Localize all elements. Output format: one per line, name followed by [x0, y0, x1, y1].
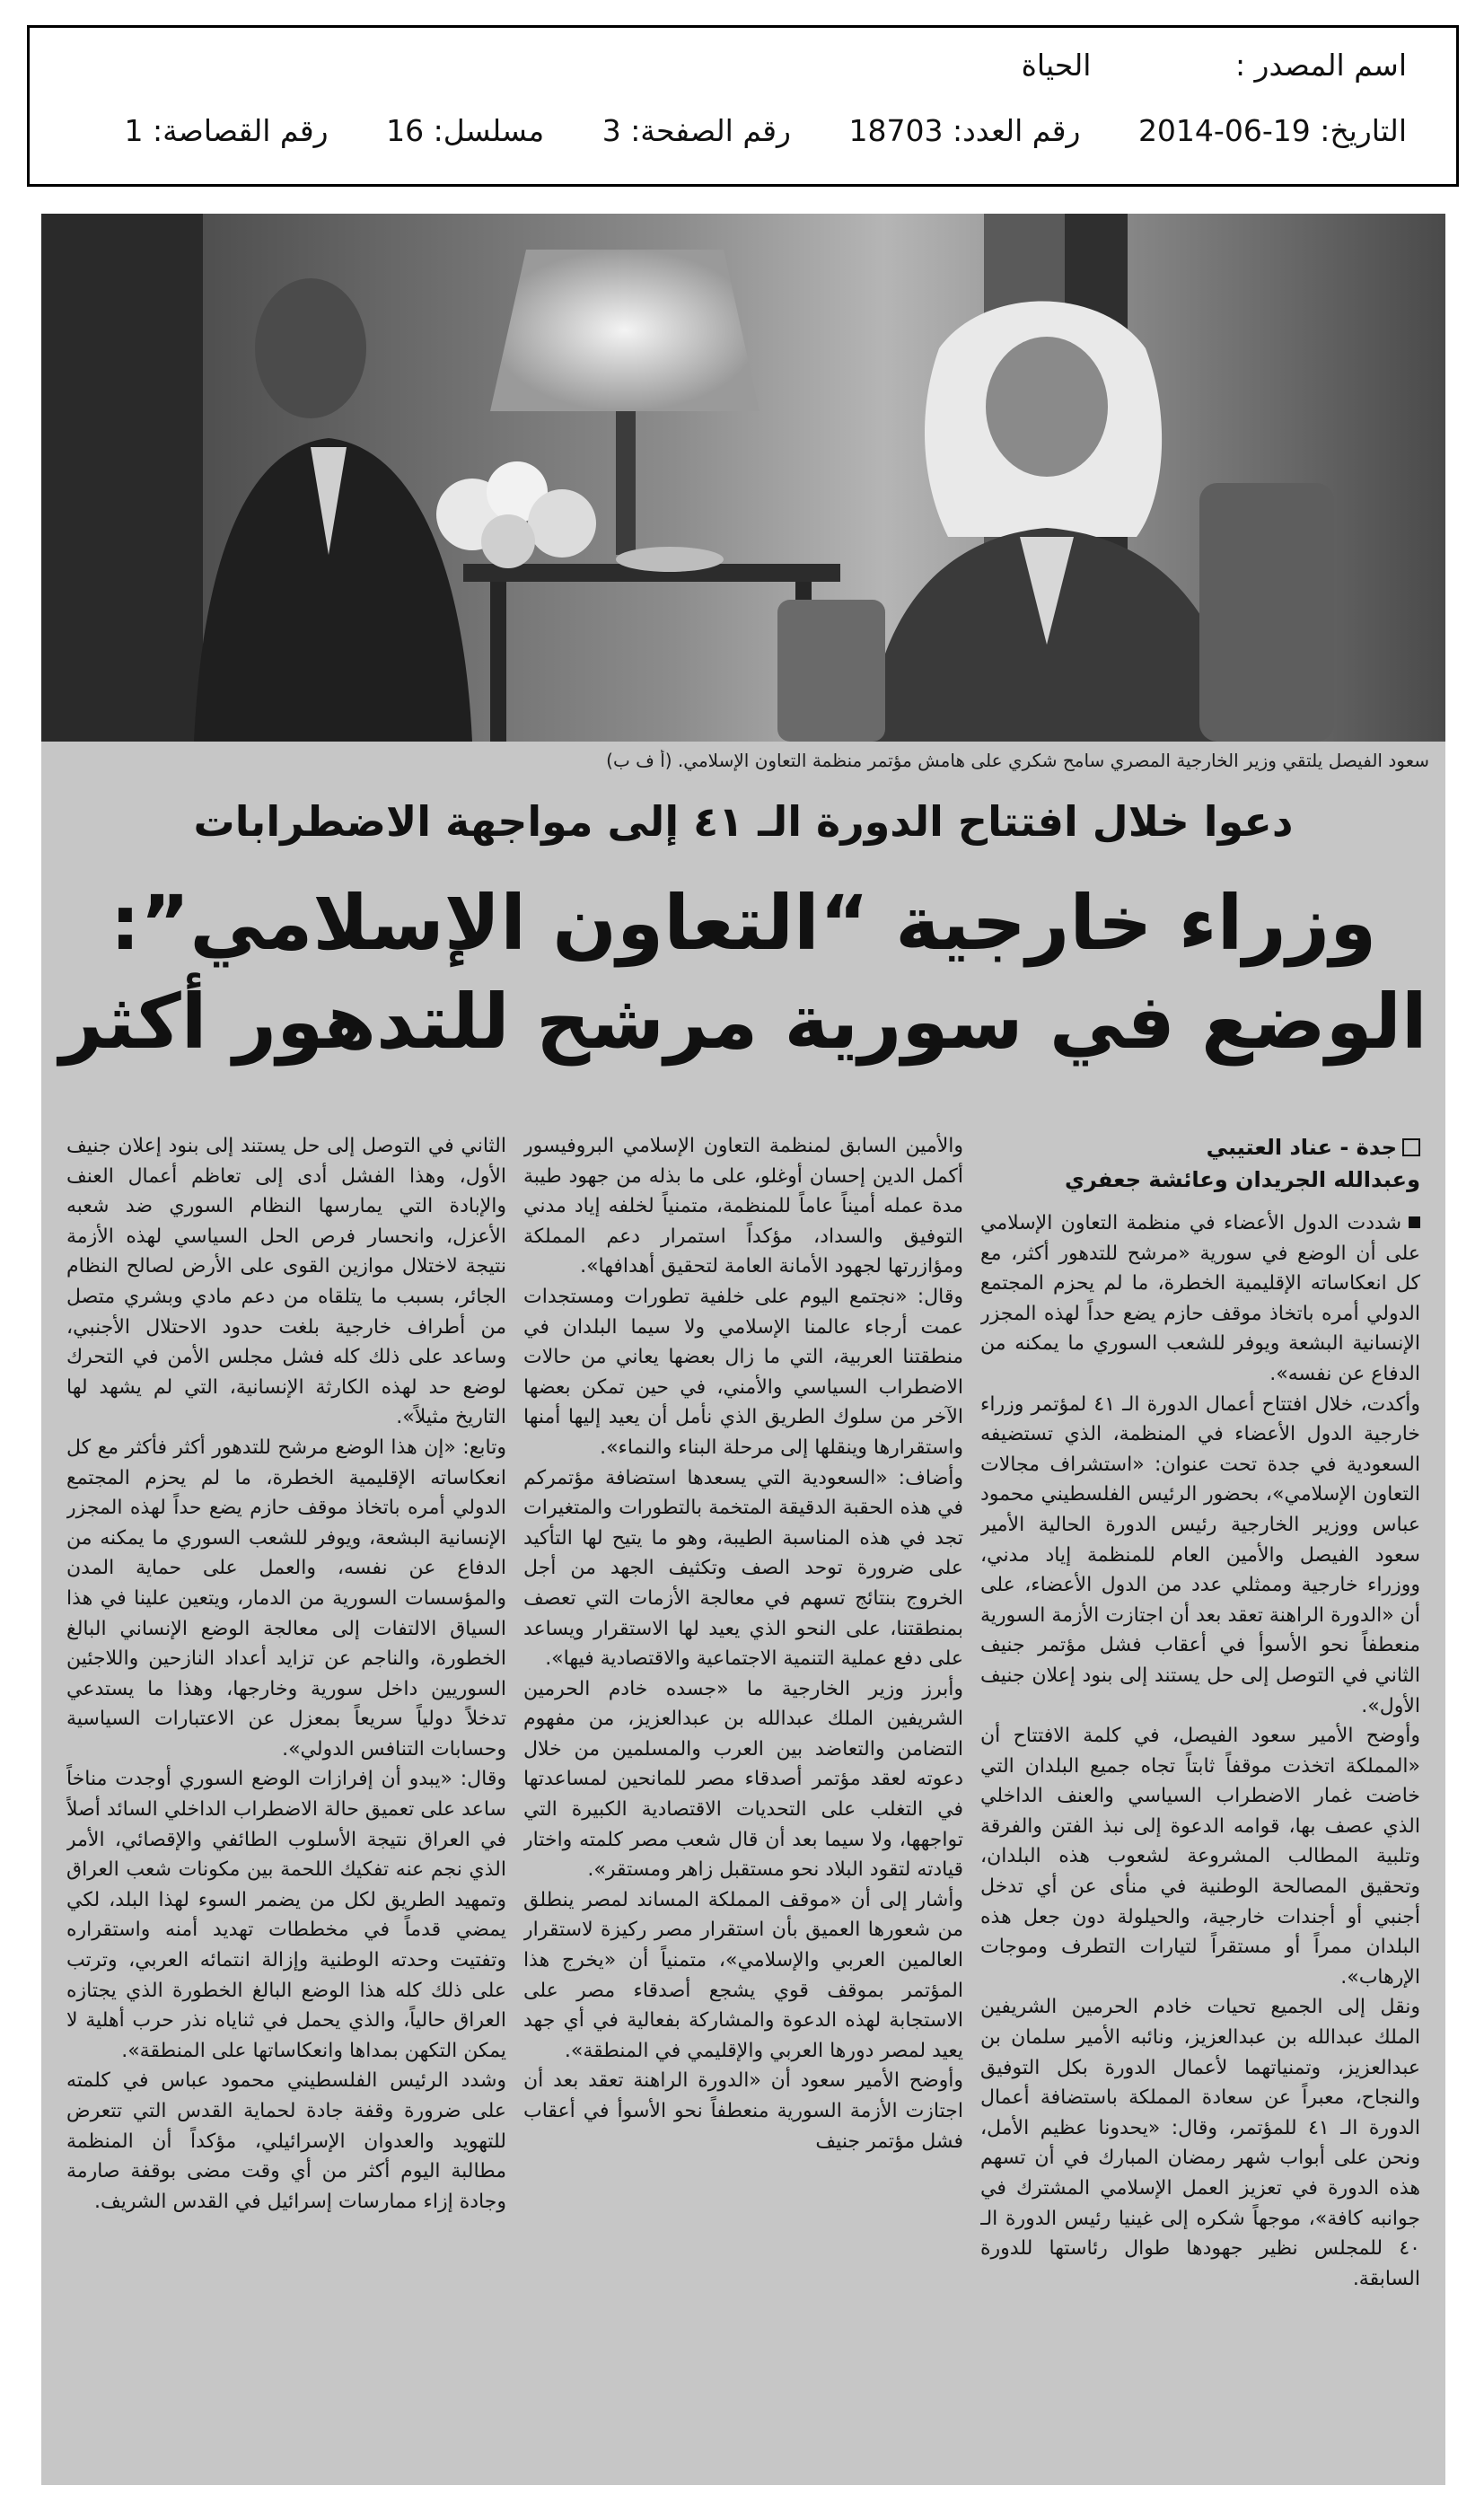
- headline-line-1: وزراء خارجية “التعاون الإسلامي”:: [110, 879, 1377, 967]
- serial-value: 16: [386, 113, 425, 148]
- byline-line-1: [980, 1131, 1420, 1164]
- source-label: اسم المصدر :: [1234, 48, 1407, 83]
- column-1-paragraph-text: شددت الدول الأعضاء في منظمة التعاون الإسلامي على أن الوضع في سورية «مرشح للتدهور أكثر، مع كل انعكاساته الإقليمية الخطرة، ما لم يحزم المجتمع الدولي أمره باتخاذ موقف حازم يضع حداً لهذه المجزر الإنسانية البشعة ويوفر للشعب السوري ما يمكنه من الدفاع عن نفسه».: [980, 1212, 1420, 1385]
- article-byline: [980, 1131, 1420, 1196]
- article-headline: [41, 874, 1445, 1071]
- serial-label: مسلسل:: [433, 113, 545, 148]
- issue-value: 18703: [848, 113, 944, 148]
- column-2-paragraph: وأوضح الأمير سعود أن «الدورة الراهنة تعقد بعد أن اجتازت الأزمة السورية منعطفاً نحو الأسوأ في أعقاب فشل مؤتمر جنيف: [523, 2069, 963, 2153]
- column-2-paragraph: وأضاف: «السعودية التي يسعدها استضافة مؤتمركم في هذه الحقبة الدقيقة المتخمة بالتطورات والمتغيرات تجد في هذه المناسبة الطيبة، وهو ما يتيح لها التأكيد على ضرورة توحد الصف وتكثيف الجهد من أجل الخروج بنتائج تسهم في معالجة الأزمات التي تعصف بمنطقتنا، على النحو الذي يعيد لها الاستقرار ويساعد على دفع عملية التنمية الاجتماعية والاقتصادية فيها».: [523, 1466, 963, 1671]
- article-column-2: [523, 1131, 963, 2474]
- issue-label: رقم العدد:: [952, 113, 1081, 148]
- column-2-paragraph: وقال: «نجتمع اليوم على خلفية تطورات ومستجدات عمت أرجاء عالمنا الإسلامي ولا سيما البلدان في منطقتنا العربية، التي ما زال بعضها يعاني من حالات الاضطراب السياسي والأمني، في حين تمكن بعضها الآخر من سلوك الطريق الذي نأمل أن يعيد إليها أمنها واستقرارها وينقلها إلى مرحلة البناء والنماء».: [523, 1285, 963, 1459]
- article-column-3: [66, 1131, 506, 2474]
- newspaper-clipping: [41, 214, 1445, 2485]
- page-field: [602, 113, 791, 148]
- byline-box-icon: [1402, 1138, 1420, 1156]
- date-field: [1138, 113, 1407, 148]
- meta-row: [66, 113, 1407, 148]
- issue-field: [849, 113, 1081, 148]
- source-header-box: [27, 25, 1459, 187]
- article-kicker: دعوا خلال افتتاح الدورة الـ ٤١ إلى مواجهة الاضطرابات: [193, 797, 1294, 846]
- column-1-paragraph: وأوضح الأمير سعود الفيصل، في كلمة الافتتاح أن «المملكة اتخذت موقفاً ثابتاً تجاه جميع البلدان التي خاضت غمار الاضطراب السياسي والعنف الداخلي الذي عصف بها، قوامه الدعوة إلى نبذ الفتن والفرقة وتلبية المطالب المشروعة لشعوب هذه البلدان، وتحقيق المصالحة الوطنية في منأى عن أي تدخل أجنبي أو أجندات خارجية، والحيلولة دون جعل هذه البلدان ممراً أو مستقراً لتيارات التطرف وموجات الإرهاب».: [980, 1725, 1420, 1989]
- column-3-paragraph: وقال: «يبدو أن إفرازات الوضع السوري أوجدت مناخاً ساعد على تعميق حالة الاضطراب الداخلي السائد أصلاً في العراق نتيجة الأسلوب الطائفي والإقصائي، الأمر الذي نجم عنه تفكيك اللحمة بين مكونات شعب العراق وتمهيد الطريق لكل من يضمر السوء لهذا البلد، لكي يمضي قدماً في مخططات تهديد أمنه واستقراره وتفتيت وحدته الوطنية وإزالة انتمائه العربي، وترتب على ذلك كله هذا الوضع البالغ الخطورة الذي يجتازه العراق حالياً، والذي يحمل في ثناياه نذر حرب أهلية لا يمكن التكهن بمداها وانعكاساتها على المنطقة».: [66, 1768, 506, 2062]
- source-row: [66, 48, 1407, 83]
- column-3-paragraph: وشدد الرئيس الفلسطيني محمود عباس في كلمته على ضرورة وقفة جادة لحماية القدس التي تتعرض للتهويد والعدوان الإسرائيلي، مؤكداً أن المنظمة مطالبة اليوم أكثر من أي وقت مضى بوقفة صارمة وجادة إزاء ممارسات إسرائيل في القدس الشريف.: [66, 2069, 506, 2213]
- serial-field: [386, 113, 544, 148]
- column-1-paragraph: وأكدت، خلال افتتاح أعمال الدورة الـ ٤١ لمؤتمر وزراء خارجية الدول الأعضاء في المنظمة، الذي تستضيفه السعودية في جدة تحت عنوان: «استشراف مجالات التعاون الإسلامي»، بحضور الرئيس الفلسطيني محمود عباس ووزير الخارجية رئيس الدورة الحالية الأمير سعود الفيصل والأمين العام للمنظمة إياد مدني، ووزراء خارجية وممثلي عدد من الدول الأعضاء، على أن «الدورة الراهنة تعقد بعد أن اجتازت الأزمة السورية منعطفاً نحو الأسوأ في أعقاب فشل مؤتمر جنيف الثاني في التوصل إلى حل يستند إلى بنود إعلان جنيف الأول».: [980, 1392, 1420, 1717]
- photo-caption: سعود الفيصل يلتقي وزير الخارجية المصري سامح شكري على هامش مؤتمر منظمة التعاون الإسلامي. (أ ف ب): [606, 750, 1429, 771]
- column-3-paragraph: الثاني في التوصل إلى حل يستند إلى بنود إعلان جنيف الأول، وهذا الفشل أدى إلى تعاظم أعمال العنف والإبادة التي يمارسها النظام السوري ضد شعبه الأعزل، وانحسار فرص الحل السياسي لهذه الأزمة نتيجة لاختلال موازين القوى على الأرض لصالح النظام الجائر، بسبب ما يتلقاه من دعم مادي وبشري متصل من أطراف خارجية بلغت حدود الاحتلال الأجنبي، وساعد على ذلك كله فشل مجلس الأمن في التحرك لوضع حد لهذه الكارثة الإنسانية، التي لم يشهد لها التاريخ مثيلاً».: [66, 1135, 506, 1429]
- clip-field: [125, 113, 329, 148]
- clip-label: رقم القصاصة:: [153, 113, 329, 148]
- byline-reporter-1: جدة - عناد العتيبي: [1206, 1135, 1397, 1160]
- page-value: 3: [602, 113, 621, 148]
- column-2-paragraph: وأشار إلى أن «موقف المملكة المساند لمصر ينطلق من شعورها العميق بأن استقرار مصر ركيزة لاستقرار العالمين العربي والإسلامي»، متمنياً أن «يخرج هذا المؤتمر بموقف قوي يشجع أصدقاء مصر على الاستجابة لهذه الدعوة والمشاركة بفعالية في أي جهد يعيد لمصر دورها العربي والإقليمي في المنطقة».: [523, 1888, 963, 2062]
- column-2-paragraph: وأبرز وزير الخارجية ما «جسده خادم الحرمين الشريفين الملك عبدالله بن عبدالعزيز، من مفهوم التضامن والتعاضد بين العرب والمسلمين من خلال دعوته لعقد مؤتمر أصدقاء مصر للمانحين لمساعدتها في التغلب على التحديات الاقتصادية الكبيرة التي تواجهها، ولا سيما بعد أن قال شعب مصر كلمته واختار قيادته لتقود البلاد نحو مستقبل زاهر ومستقر».: [523, 1677, 963, 1882]
- photo-illustration: [41, 214, 1445, 742]
- column-3-paragraph: وتابع: «إن هذا الوضع مرشح للتدهور أكثر فأكثر مع كل انعكاساته الإقليمية الخطرة، ما لم يحزم المجتمع الدولي أمره باتخاذ موقف حازم يضع حداً لهذه المجزر الإنسانية البشعة، ويوفر للشعب السوري ما يمكنه من الدفاع عن نفسه، والعمل على حماية المدن والمؤسسات السورية من الدمار، ويتعين علينا في هذا السياق الالتفات إلى معالجة الوضع الإنساني البالغ الخطورة، والناجم عن تزايد أعداد النازحين واللاجئين السوريين داخل سورية وخارجها، وهذا ما يستدعي تدخلاً دولياً سريعاً بمعزل عن الاعتبارات السياسية وحسابات التنافس الدولي».: [66, 1436, 506, 1761]
- column-1-paragraph: ونقل إلى الجميع تحيات خادم الحرمين الشريفين الملك عبدالله بن عبدالعزيز، ونائبه الأمير سلمان بن عبدالعزيز، وتمنياتهما لأعمال الدورة بكل التوفيق والنجاح، معبراً عن سعادة المملكة باستضافة أعمال الدورة الـ ٤١ للمؤتمر، وقال: «يحدونا عظيم الأمل، ونحن على أبواب شهر رمضان المبارك في أن تسهم هذه الدورة في تعزيز العمل الإسلامي المشترك في جوانبه كافة»، موجهاً شكره إلى غينيا رئيس الدورة الـ ٤٠ للمجلس نظير جهودها طوال رئاستها للدورة السابقة.: [980, 1996, 1420, 2290]
- article-column-1: [980, 1208, 1420, 2474]
- page-label: رقم الصفحة:: [630, 113, 791, 148]
- source-value: الحياة: [1021, 48, 1092, 83]
- column-2-paragraph: والأمين السابق لمنظمة التعاون الإسلامي البروفيسور أكمل الدين إحسان أوغلو، على ما بذله من جهود طيبة مدة عمله أميناً عاماً للمنظمة، متمنياً لخلفه إياد مدني التوفيق والسداد، مؤكداً استمرار دعم المملكة ومؤازرتها لجهود الأمانة العامة لتحقيق أهدافها».: [523, 1135, 963, 1278]
- article-photo: [41, 214, 1445, 742]
- date-value: 2014-06-19: [1137, 113, 1311, 148]
- headline-line-2: الوضع في سورية مرشح للتدهور أكثر: [59, 978, 1427, 1066]
- date-label: التاريخ:: [1320, 113, 1407, 148]
- clip-value: 1: [124, 113, 144, 148]
- column-1-paragraph: [980, 1208, 1420, 1390]
- paragraph-bullet-icon: [1409, 1216, 1420, 1228]
- byline-line-2: وعبدالله الجريدان وعائشة جعفري: [1064, 1167, 1420, 1192]
